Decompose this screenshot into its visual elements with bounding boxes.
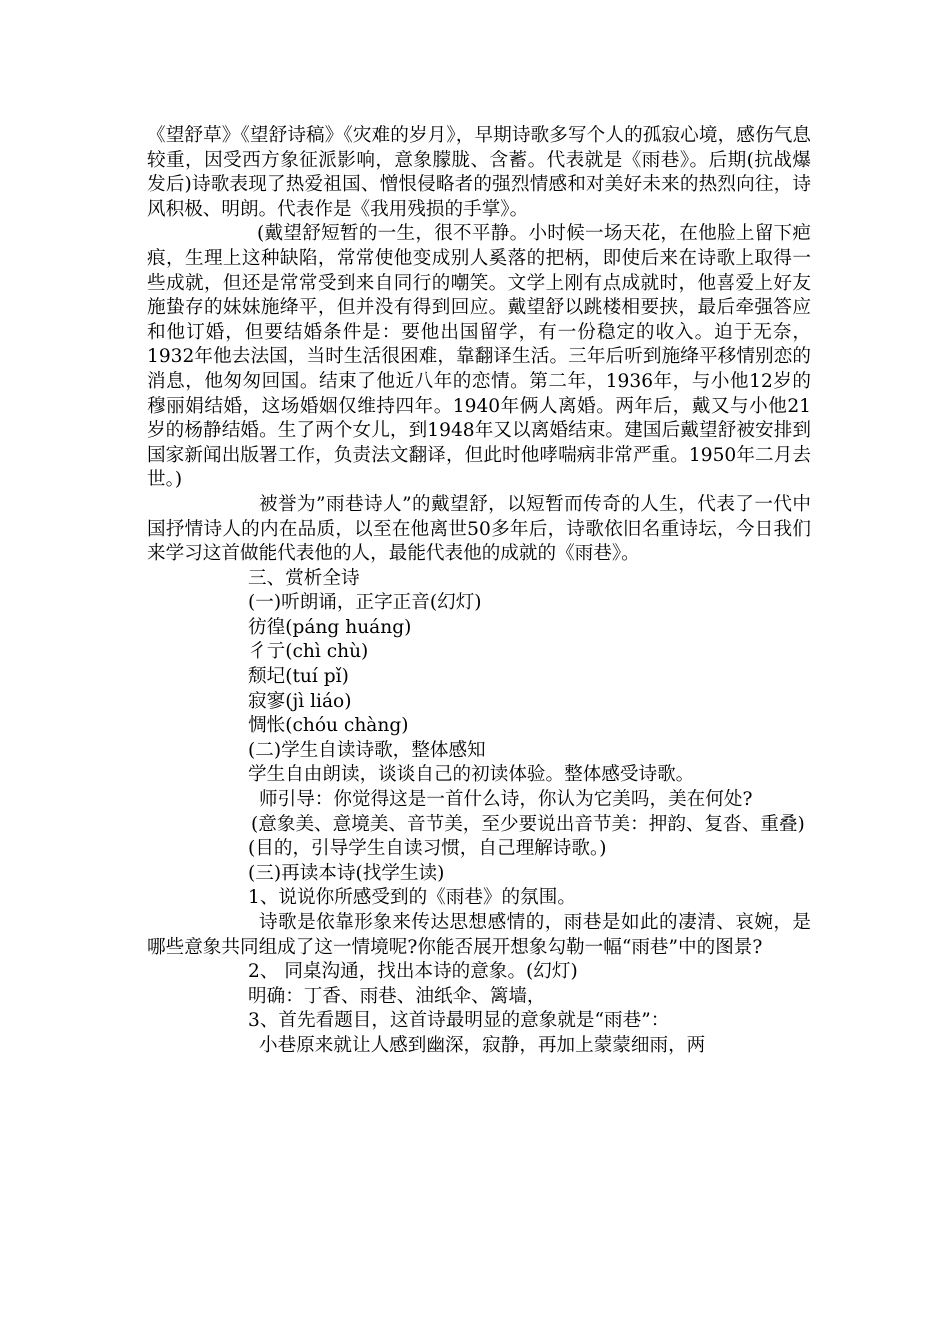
paragraph-biography: (戴望舒短暂的一生，很不平静。小时候一场天花，在他脸上留下疤痕，生理上这种缺陷，常常使他变成别人奚落的把柄，即使后来在诗歌上取得一些成就，但还是常常受到来自同行的嘲笑。文学上刚有点成就时，他喜爱上好友施蛰存的妹妹施绛平，但并没有得到回应。戴望舒以跳楼相要挟，最后牵强答应和他订婚，但要结婚条件是：要他出国留学，有一份稳定的收入。迫于无奈，1932年他去法国，当时生活很困难，靠翻译生活。三年后听到施绛平移情别恋的消息，他匆匆回国。结束了他近八年的恋情。第二年，1936年，与小他12岁的穆丽娟结婚，这场婚姻仅维持四年。1940年俩人离婚。两年后，戴又与小他21岁的杨静结婚。生了两个女儿，到1948年又以离婚结束。建国后戴望舒被安排到国家新闻出版署工作，负责法文翻译，但此时他哮喘病非常严重。1950年二月去世。) <box>147 223 811 491</box>
subheading-reread: (三)再读本诗(找学生读) <box>248 862 445 884</box>
vocab-item: 寂寥(jì liáo) <box>248 690 352 712</box>
question-title: 3、首先看题目，这首诗最明显的意象就是“雨巷”： <box>248 1010 670 1032</box>
paragraph-works: 《望舒草》《望舒诗稿》《灾难的岁月》，早期诗歌多写个人的孤寂心境，感伤气息较重，因受西方象征派影响，意象朦胧、含蓄。代表就是《雨巷》。后期(抗战爆发后)诗歌表现了热爱祖国、憎恨侵略者的强烈情感和对美好未来的热烈向往，诗风积极、明朗。代表作是《我用残损的手掌》。 <box>147 125 811 220</box>
subheading-listen: (一)听朗诵，正字正音(幻灯) <box>248 592 482 614</box>
question-find-images: 2、 同桌沟通，找出本诗的意象。(幻灯) <box>248 961 578 983</box>
section-heading-appreciation: 三、赏析全诗 <box>248 567 360 589</box>
paragraph-purpose: (目的，引导学生自读习惯，自己理解诗歌。) <box>248 838 607 860</box>
question-atmosphere: 1、说说你所感受到的《雨巷》的氛围。 <box>248 887 576 909</box>
vocab-item: 彳亍(chì chù) <box>248 641 369 663</box>
paragraph-free-reading: 学生自由朗读，谈谈自己的初读体验。整体感受诗歌。 <box>248 764 695 786</box>
vocab-item: 惆怅(chóu chàng) <box>248 715 409 737</box>
paragraph-rain-alley-poet: 被誉为”雨巷诗人”的戴望舒，以短暂而传奇的人生，代表了一代中国抒情诗人的内在品质，以至在他离世50多年后，诗歌依旧名重诗坛，今日我们来学习这首做能代表他的人，最能代表他的成就的《雨巷》。 <box>147 493 811 565</box>
paragraph-answer: 明确：丁香、雨巷、油纸伞、篱墙， <box>248 985 546 1007</box>
document-body <box>147 124 811 1059</box>
paragraph-teacher-guide: 师引导：你觉得这是一首什么诗，你认为它美吗，美在何处? <box>259 789 753 811</box>
vocab-item: 彷徨(páng huáng) <box>248 616 412 638</box>
vocab-item: 颓圮(tuí pǐ) <box>248 666 349 688</box>
subheading-self-reading: (二)学生自读诗歌，整体感知 <box>248 739 486 761</box>
paragraph-alley: 小巷原来就让人感到幽深，寂静，再加上蒙蒙细雨，两 <box>259 1034 706 1056</box>
paragraph-beauty: (意象美、意境美、音节美，至少要说出音节美：押韵、复沓、重叠) <box>251 813 805 835</box>
paragraph-imagery: 诗歌是依靠形象来传达思想感情的，雨巷是如此的凄清、哀婉，是哪些意象共同组成了这一情境呢?你能否展开想象勾勒一幅“雨巷”中的图景? <box>147 912 811 958</box>
